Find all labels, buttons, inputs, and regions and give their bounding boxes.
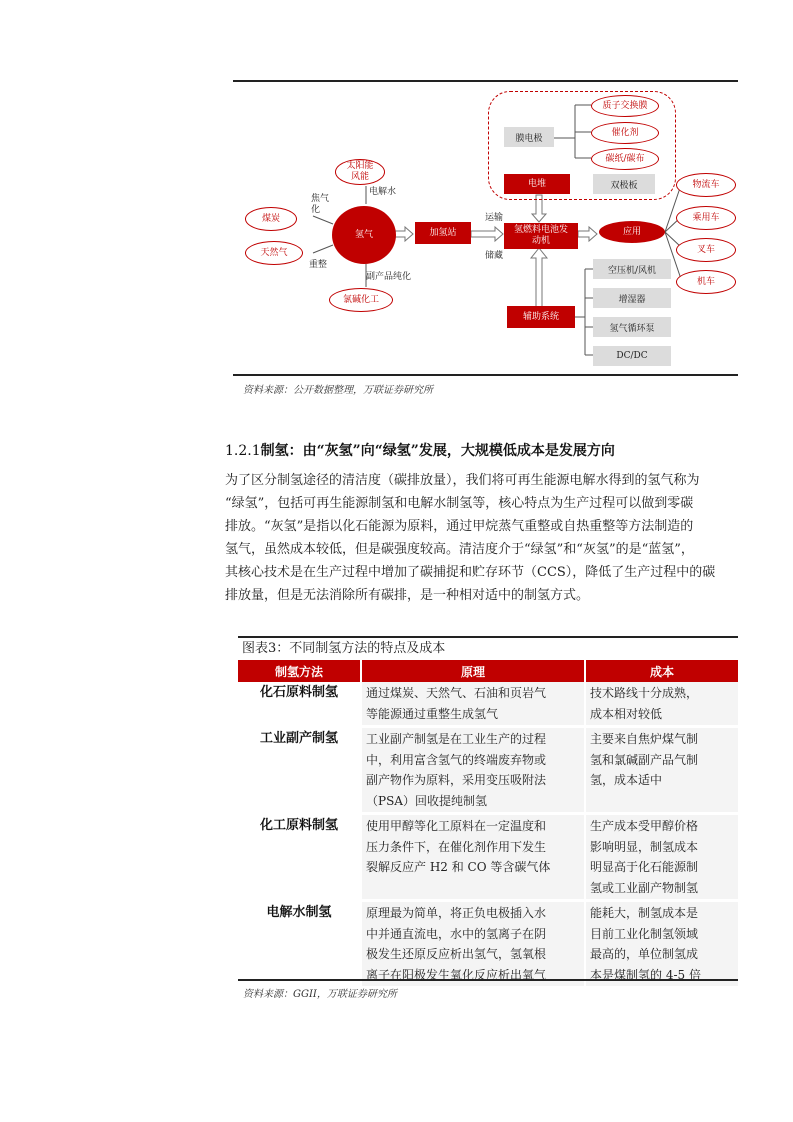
node-carbon-paper: 碳纸/碳布 [591, 148, 659, 170]
label-transport: 运输 [485, 213, 504, 223]
node-motorcycle: 机车 [676, 270, 736, 294]
table-header-row [238, 660, 738, 682]
section-heading [225, 440, 615, 460]
row-principle: 工业副产制氢是在工业生产的过程 中，利用富含氢气的终端废弃物或 副产物作为原料，采用变压吸附法 （PSA）回收提纯制氢 [361, 727, 585, 814]
table-title: 图表3：不同制氢方法的特点及成本 [238, 636, 738, 658]
paragraph-line: 氢气，虽然成本较低，但是碳强度较高。清洁度介于“绿氢”和“灰氢”的是“蓝氢”， [225, 542, 694, 557]
label-electrolysis: 电解水 [369, 187, 397, 197]
figure-source: 资料来源：公开数据整理，万联证券研究所 [243, 385, 433, 396]
node-pem: 质子交换膜 [591, 95, 659, 117]
row-principle: 通过煤炭、天然气、石油和页岩气 等能源通过重整生成氢气 [361, 682, 585, 727]
node-logistics-vehicle: 物流车 [676, 173, 736, 197]
table-bottom-rule [238, 979, 738, 981]
section-number: 1.2.1 [225, 443, 261, 459]
row-method: 工业副产制氢 [238, 727, 361, 814]
node-hydrogen: 氢气 [332, 206, 396, 264]
node-fuel-cell-engine: 氢燃料电池发动机 [504, 223, 578, 249]
table-row [238, 814, 738, 901]
node-air-compressor: 空压机/风机 [593, 259, 671, 279]
row-cost: 主要来自焦炉煤气制 氢和氯碱副产品气制 氢，成本适中 [585, 727, 738, 814]
table-row [238, 901, 738, 987]
header-principle: 原理 [361, 660, 585, 682]
paragraph-line: 为了区分制氢途径的清洁度（碳排放量），我们将可再生能源电解水得到的氢气称为 [225, 473, 700, 488]
table-row [238, 727, 738, 814]
row-cost: 能耗大，制氢成本是 目前工业化制氢领域 最高的，单位制氢成 本是煤制氢的 4-5 倍 [585, 901, 738, 987]
row-principle: 原理最为简单，将正负电极插入水 中并通直流电，水中的氢离子在阴 极发生还原反应析出氢气，氢氧根 离子在阳极发生氧化反应析出氧气 [361, 901, 585, 987]
node-chlor-alkali: 氯碱化工 [329, 288, 393, 312]
node-natural-gas: 天然气 [245, 241, 303, 265]
paragraph-line: 排放量，但是无法消除所有碳排，是一种相对适中的制氢方式。 [225, 588, 590, 603]
header-method: 制氢方法 [238, 660, 361, 682]
node-stack: 电堆 [504, 174, 570, 194]
node-catalyst: 催化剂 [591, 122, 659, 144]
row-principle: 使用甲醇等化工原料在一定温度和 压力条件下，在催化剂作用下发生 裂解反应产 H2 和 CO 等含碳气体 [361, 814, 585, 901]
label-storage: 储藏 [485, 251, 504, 261]
node-bipolar-plate: 双极板 [593, 174, 655, 194]
body-paragraph [225, 469, 740, 607]
header-cost: 成本 [585, 660, 738, 682]
row-method: 化石原料制氢 [238, 682, 361, 727]
row-method: 电解水制氢 [238, 901, 361, 987]
label-coking: 焦气化 [311, 194, 330, 215]
node-dcdc: DC/DC [593, 346, 671, 366]
section-title: 制氢：由“灰氢”向“绿氢”发展，大规模低成本是发展方向 [260, 443, 615, 459]
node-humidifier: 增湿器 [593, 288, 671, 308]
label-reforming: 重整 [309, 260, 328, 270]
hydrogen-methods-table [238, 660, 738, 986]
row-cost: 生产成本受甲醇价格 影响明显，制氢成本 明显高于化石能源制 氢或工业副产物制氢 [585, 814, 738, 901]
node-application: 应用 [599, 221, 665, 243]
node-hydrogen-station: 加氢站 [415, 222, 471, 244]
node-h2-pump: 氢气循环泵 [593, 317, 671, 337]
node-passenger-car: 乘用车 [676, 206, 736, 230]
paragraph-line: 排放。“灰氢”是指以化石能源为原料，通过甲烷蒸气重整或自热重整等方法制造的 [225, 519, 694, 534]
node-aux-system: 辅助系统 [507, 306, 575, 328]
table-source: 资料来源：GGII，万联证券研究所 [243, 989, 397, 1000]
row-cost: 技术路线十分成熟， 成本相对较低 [585, 682, 738, 727]
node-forklift: 叉车 [676, 238, 736, 262]
figure-diagram [233, 80, 738, 376]
paragraph-line: “绿氢”，包括可再生能源制氢和电解水制氢等，核心特点为生产过程可以做到零碳 [225, 496, 694, 511]
node-solar-wind: 太阳能风能 [335, 159, 385, 185]
table-row [238, 682, 738, 727]
label-byproduct: 副产品纯化 [366, 272, 412, 282]
paragraph-line: 其核心技术是在生产过程中增加了碳捕捉和贮存环节（CCS），降低了生产过程中的碳 [225, 565, 716, 580]
row-method: 化工原料制氢 [238, 814, 361, 901]
node-coal: 煤炭 [245, 207, 297, 231]
node-mea: 膜电极 [504, 127, 554, 147]
